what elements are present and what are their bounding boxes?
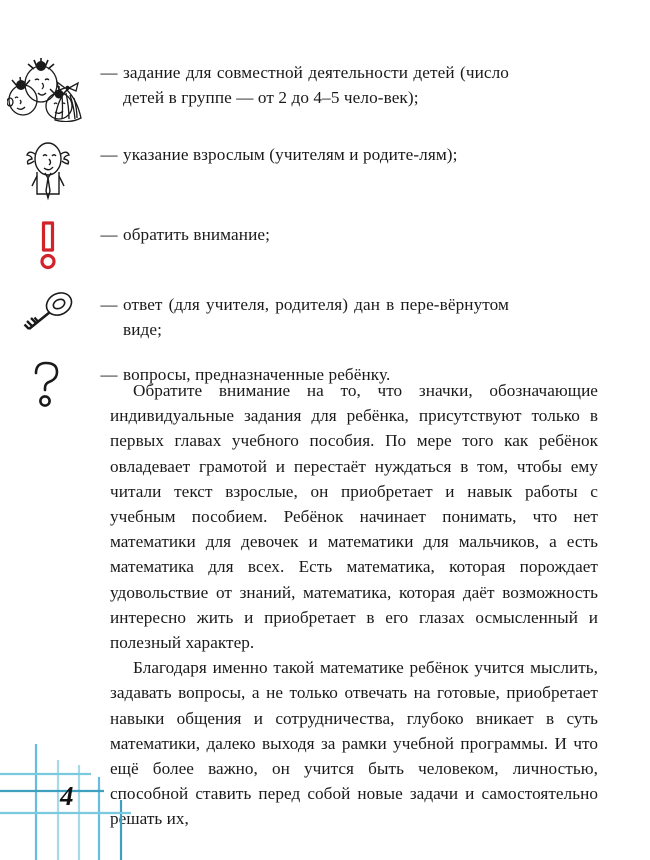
children-group-icon [0, 56, 95, 122]
adult-teacher-icon [0, 138, 95, 202]
legend-label: указание взрослым (учителям и родите-лям); [123, 145, 458, 164]
exclamation-mark-icon [0, 218, 95, 270]
legend-item [0, 288, 650, 342]
legend-list [0, 56, 650, 422]
legend-dash: — [100, 365, 118, 384]
legend-label: вопросы, предназначенные ребёнку. [123, 365, 391, 384]
key-icon [0, 288, 95, 340]
legend-dash: — [100, 225, 118, 244]
paragraph: Обратите внимание на то, что значки, обозначающие индивидуальные задания для ребёнка, присутствуют только в первых главах учебного пособия. По мере того как ребёнок овладевает грамотой и перестаёт нуждаться в том, чтобы ему читали текст взрослые, он приобретает и навык работы с учебным пособием. Ребёнок начинает понимать, что нет математики для девочек и математики для мальчиков, а есть математика для всех. Есть математика, которая порождает удовольствие от знаний, математика, которая даёт возможность интересно жить и приобретает в его глазах осмысленный и полезный характер. [110, 381, 598, 653]
body-text [110, 378, 598, 832]
legend-dash: — [100, 63, 118, 82]
legend-dash: — [100, 145, 118, 164]
legend-item [0, 56, 650, 122]
page-number: 4 [60, 781, 74, 811]
question-mark-icon [0, 358, 95, 408]
paragraph: Благодаря именно такой математике ребёнок учится мыслить, задавать вопросы, а не только отвечать на готовые, приобретает навыки общения и сотрудничества, глубоко вникает в суть математики, далеко выходя за рамки учебной программы. И что ещё более важно, он учится быть человеком, личностью, способной ставить перед собой новые задачи и самостоятельно решать их, [110, 658, 598, 829]
legend-dash: — [100, 295, 118, 314]
legend-item [0, 218, 650, 270]
legend-label: обратить внимание; [123, 225, 270, 244]
decorative-corner-grid [0, 730, 180, 860]
legend-item [0, 138, 650, 202]
legend-label: ответ (для учителя, родителя) дан в пере-вёрнутом виде; [123, 295, 509, 339]
legend-label: задание для совместной деятельности детей (число детей в группе — от 2 до 4–5 чело-век); [123, 63, 509, 107]
